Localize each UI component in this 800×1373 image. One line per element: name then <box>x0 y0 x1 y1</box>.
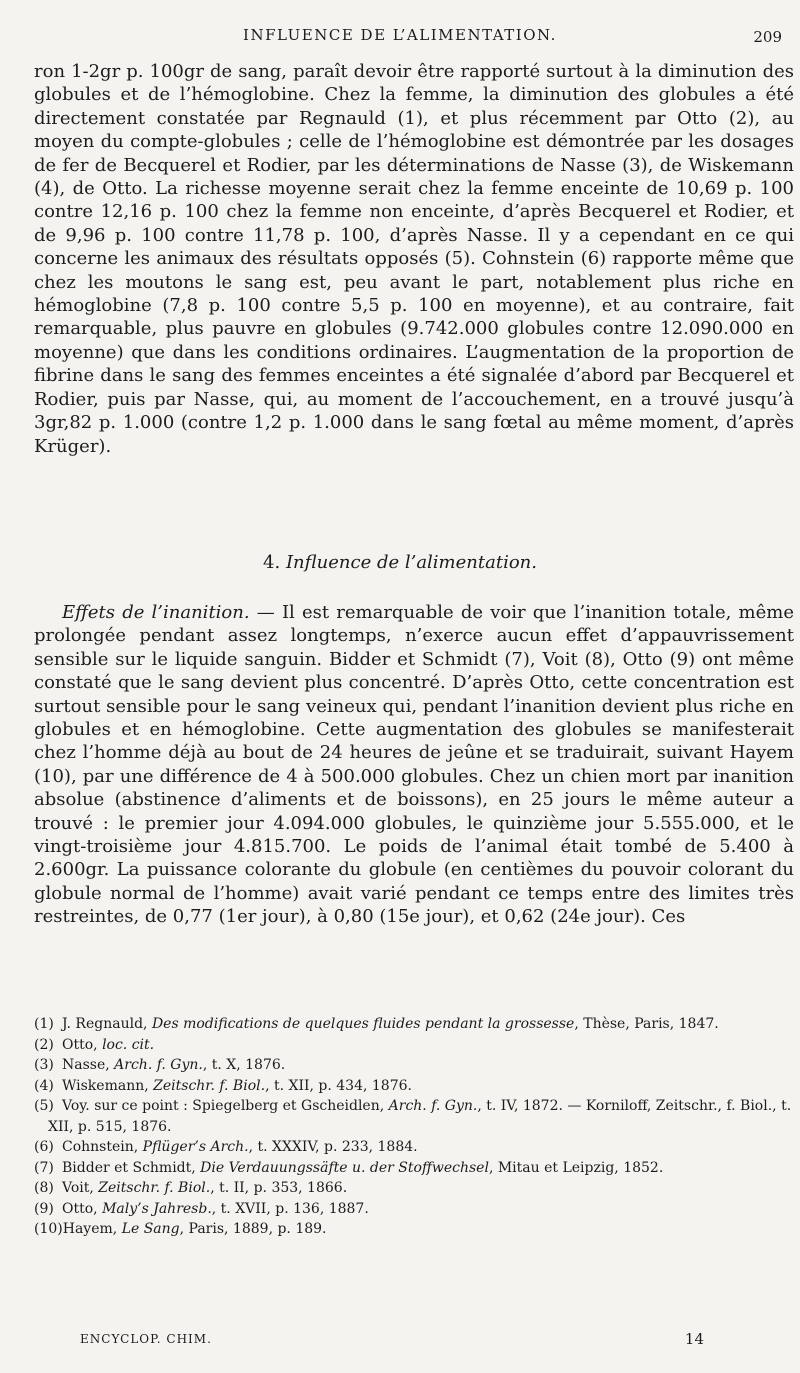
signature-number: 14 <box>684 1330 704 1348</box>
footnote: (8) Voit, Zeitschr. f. Biol., t. II, p. 353, 1866. <box>34 1180 348 1196</box>
page-number: 209 <box>753 28 782 46</box>
page-footer <box>80 1332 704 1352</box>
footnote: (10)Hayem, Le Sang, Paris, 1889, p. 189. <box>34 1221 327 1237</box>
footnote: (5) Voy. sur ce point : Spiegelberg et Gscheidlen, Arch. f. Gyn., t. IV, 1872. — Korniloff, Zeitschr., f. Biol., t. XII, p. 515, 1876. <box>34 1098 792 1135</box>
section-heading <box>0 552 800 573</box>
footnotes <box>34 1014 794 1240</box>
footnote: (6) Cohnstein, Pflüger’s Arch., t. XXXIV, p. 233, 1884. <box>34 1139 418 1155</box>
paragraph-2-text <box>34 601 794 929</box>
section-title: Influence de l’alimentation. <box>285 552 537 573</box>
paragraph-inanition <box>34 601 794 929</box>
footnote: (1) J. Regnauld, Des modifications de quelques fluides pendant la grossesse, Thèse, Paris, 1847. <box>34 1016 719 1032</box>
paragraph-2-body: — Il est remarquable de voir que l’inanition totale, même prolongée pendant assez longtemps, n’exerce aucun effet d’appauvrissement sensible sur le liquide sanguin. Bidder et Schmidt (7), Voit (8), Otto (9) ont même constaté que le sang devient plus concentré. D’après Otto, cette concentration est surtout sensible pour le sang veineux qui, pendant l’inanition devient plus riche en globules et en hémoglobine. Cette augmentation des globules se manifesterait chez l’homme déjà au bout de 24 heures de jeûne et se traduirait, suivant Hayem (10), par une différence de 4 à 500.000 globules. Chez un chien mort par inanition absolue (abstinence d’aliments et de boissons), en 25 jours le même auteur a trouvé : le premier jour 4.094.000 globules, le quinzième jour 5.555.000, et le vingt-troisième jour 4.815.700. Le poids de l’animal était tombé de 5.400 à 2.600gr. La puissance colorante du globule (en centièmes du pouvoir colorant du globule normal de l’homme) avait varié pendant ce temps entre des limites très restreintes, de 0,77 (1er jour), à 0,80 (15e jour), et 0,62 (24e jour). Ces <box>34 602 794 928</box>
paragraph-1-text: ron 1-2gr p. 100gr de sang, paraît devoir être rapporté surtout à la diminution des globules et de l’hémoglobine. Chez la femme, la diminution des globules a été directement constatée par Regnauld (1), et plus récemment par Otto (2), au moyen du compte-globules ; celle de l’hémoglobine est démontrée par les dosages de fer de Becquerel et Rodier, par les déterminations de Nasse (3), de Wiskemann (4), de Otto. La richesse moyenne serait chez la femme enceinte de 10,69 p. 100 contre 12,16 p. 100 chez la femme non enceinte, d’après Becquerel et Rodier, et de 9,96 p. 100 contre 11,78 p. 100, d’après Nasse. Il y a cependant en ce qui concerne les animaux des résultats opposés (5). Cohnstein (6) rapporte même que chez les moutons le sang est, peu avant le part, notablement plus riche en hémoglobine (7,8 p. 100 contre 5,5 p. 100 en moyenne), et au contraire, fait remarquable, plus pauvre en globules (9.742.000 globules contre 12.090.000 en moyenne) que dans les conditions ordinaires. L’augmentation de la proportion de fibrine dans le sang des femmes enceintes a été signalée d’abord par Becquerel et Rodier, puis par Nasse, qui, au moment de l’accouchement, en a trouvé jusqu’à 3gr,82 p. 1.000 (contre 1,2 p. 1.000 dans le sang fœtal au même moment, d’après Krüger). <box>34 61 794 457</box>
paragraph-continued <box>34 60 794 458</box>
paragraph-2-lead: Effets de l’inanition. <box>62 602 250 623</box>
section-number: 4. <box>263 552 281 573</box>
footnote: (4) Wiskemann, Zeitschr. f. Biol., t. XII, p. 434, 1876. <box>34 1077 412 1094</box>
footnote: (3) Nasse, Arch. f. Gyn., t. X, 1876. <box>34 1057 286 1073</box>
footnote: (7) Bidder et Schmidt, Die Verdauungssäfte u. der Stoffwechsel, Mitau et Leipzig, 1852. <box>34 1159 664 1176</box>
footnote: (9) Otto, Maly’s Jahresb., t. XVII, p. 136, 1887. <box>34 1200 369 1217</box>
signature-mark: ENCYCLOP. CHIM. <box>80 1332 212 1346</box>
footnote: (2) Otto, loc. cit. <box>34 1036 155 1053</box>
running-head <box>0 26 800 56</box>
running-head-title: INFLUENCE DE L’ALIMENTATION. <box>243 26 557 44</box>
